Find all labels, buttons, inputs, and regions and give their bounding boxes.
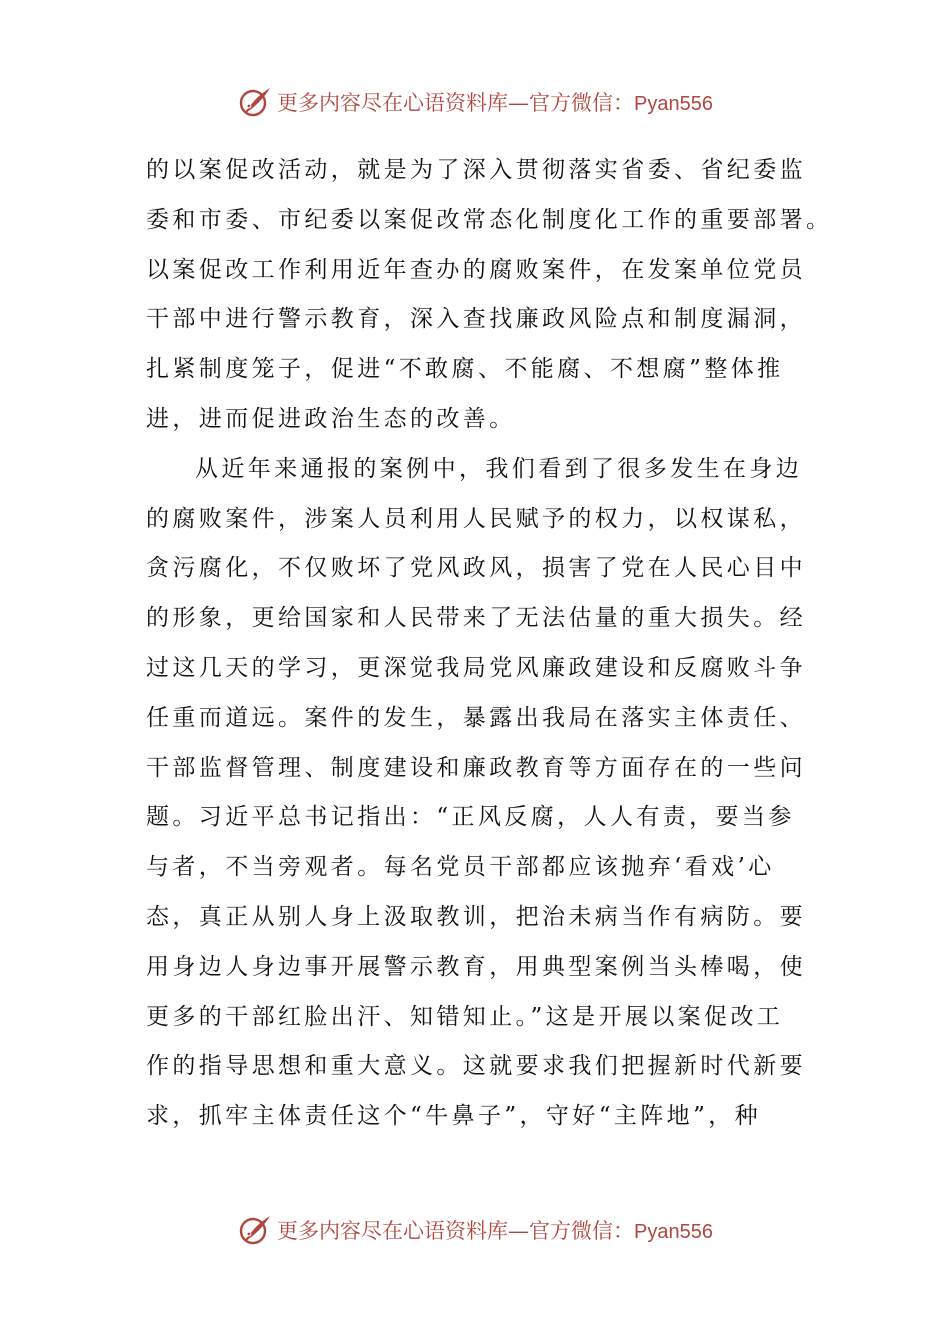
text-line: 用身边人身边事开展警示教育，用典型案例当头棒喝，使 bbox=[146, 953, 806, 980]
text-line: 题。习近平总书记指出：“正风反腐，人人有责，要当参 bbox=[146, 804, 795, 831]
text-line: 的腐败案件，涉案人员利用人民赋予的权力，以权谋私， bbox=[146, 505, 806, 532]
text-line: 态，真正从别人身上汲取教训，把治未病当作有病防。要 bbox=[146, 903, 806, 930]
header-watermark-banner bbox=[0, 80, 950, 124]
text-line: 过这几天的学习，更深觉我局党风廉政建设和反腐败斗争 bbox=[146, 654, 806, 681]
quill-in-circle-icon bbox=[237, 1212, 273, 1248]
text-line: 扎紧制度笼子，促进“不敢腐、不能腐、不想腐”整体推 bbox=[146, 356, 784, 383]
watermark-text bbox=[277, 87, 713, 117]
wechat-id: Pyan556 bbox=[634, 93, 713, 115]
document-body bbox=[146, 146, 833, 1142]
text-line: 的形象，更给国家和人民带来了无法估量的重大损失。经 bbox=[146, 605, 806, 632]
text-line: 以案促改工作利用近年查办的腐败案件，在发案单位党员 bbox=[146, 256, 806, 283]
watermark-main-text: 更多内容尽在心语资料库—官方微信： bbox=[277, 91, 635, 115]
text-line: 贪污腐化，不仅败坏了党风政风，损害了党在人民心目中 bbox=[146, 555, 806, 582]
paragraph-first-line: 从近年来通报的案例中，我们看到了很多发生在身边 bbox=[195, 455, 803, 482]
text-line: 的以案促改活动，就是为了深入贯彻落实省委、省纪委监 bbox=[146, 157, 806, 183]
text-line: 干部中进行警示教育，深入查找廉政风险点和制度漏洞， bbox=[146, 306, 806, 333]
wechat-id: Pyan556 bbox=[634, 1221, 713, 1243]
text-line: 委和市委、市纪委以案促改常态化制度化工作的重要部署。 bbox=[146, 206, 833, 233]
text-line: 进，进而促进政治生态的改善。 bbox=[146, 405, 516, 432]
text-line: 任重而道远。案件的发生，暴露出我局在落实主体责任、 bbox=[146, 704, 806, 731]
quill-in-circle-icon bbox=[237, 84, 273, 120]
text-line: 更多的干部红脸出汗、知错知止。”这是开展以案促改工 bbox=[146, 1003, 784, 1030]
footer-watermark-banner bbox=[0, 1208, 950, 1252]
watermark-main-text: 更多内容尽在心语资料库—官方微信： bbox=[277, 1219, 635, 1243]
text-line: 求，抓牢主体责任这个“牛鼻子”，守好“主阵地”，种 bbox=[146, 1103, 762, 1130]
text-line: 作的指导思想和重大意义。这就要求我们把握新时代新要 bbox=[146, 1053, 806, 1080]
text-line: 干部监督管理、制度建设和廉政教育等方面存在的一些问 bbox=[146, 754, 806, 781]
text-line: 与者，不当旁观者。每名党员干部都应该抛弃‘看戏’心 bbox=[146, 854, 775, 881]
watermark-text bbox=[277, 1215, 713, 1245]
